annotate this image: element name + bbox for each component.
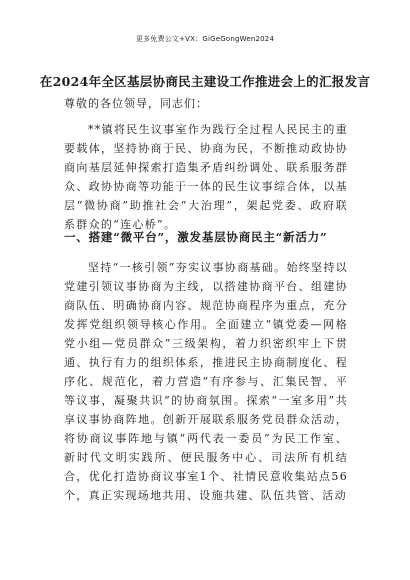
section-heading-1: 一、搭建“微平台”，激发基层协商民主“新活力” (64, 230, 328, 244)
header-watermark-note: 更多免费公文+VX：GiGeGongWen2024 (135, 35, 275, 43)
document-title: 在2024年全区基层协商民主建设工作推进会上的汇报发言 (39, 74, 371, 89)
section-1-paragraph: 坚持“一核引领”夯实议事协商基础。始终坚持以党建引领议事协商为主线，以搭建协商平台、组建协商队伍、明确协商内容、规范协商程序为重点，充分发挥党组织领导核心作用。全面建立“镇党委—网格党小组—党员群众”三级架构，着力织密织牢上下贯通、执行有力的组织体系，推进民主协商制度化、程序化、规范化，着力营造“有序参与、汇集民智、平等议事，凝聚共识”的协商氛围。探索“一室多用”共享议事协商阵地。创新开展联系服务党员群众活动，将协商议事阵地与镇“两代表一委员”为民工作室、新时代文明实践所、便民服务中心、司法所有机结合，优化打造协商议事室1个、社情民意收集站点56个，真正实现场地共用、设施共建、队伍共管、活动 (64, 261, 348, 502)
intro-paragraph: **镇将民生议事室作为践行全过程人民民主的重要载体，坚持协商于民、协商为民，不断推动政协协商向基层延伸探索打造集矛盾纠纷调处、联系服务群众、政协协商等功能于一体的民生议事综合体，以基层“微协商”助推社会“大治理”，架起党委、政府联系群众的“连心桥”。 (64, 123, 348, 231)
greeting-line: 尊敬的各位领导，同志们： (64, 97, 208, 110)
